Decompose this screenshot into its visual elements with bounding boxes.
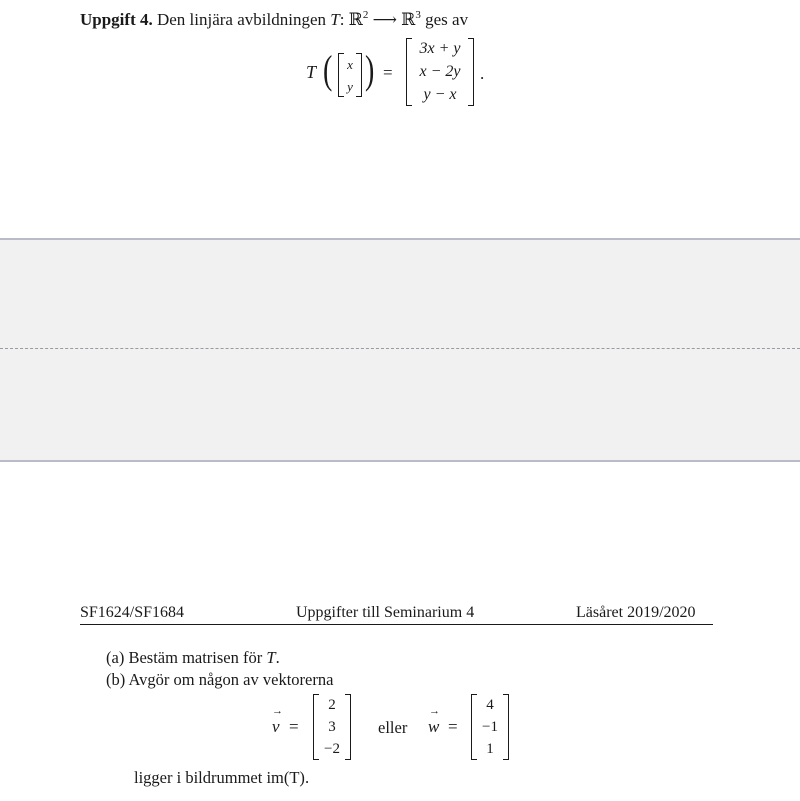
close-paren: ) [364,47,375,92]
v-equals: = [289,717,299,736]
map-symbol: T [330,10,340,29]
header-rule [80,624,713,625]
v-name: → v [272,705,283,736]
output-vector [406,38,474,106]
codomain-dim: 3 [415,9,421,21]
w-name: → w [428,705,440,736]
problem-statement: Uppgift 4. Den linjära avbildningen T: ℝ$^2$ ⟶ ℝ$^3$ ges av [80,9,469,30]
task-a-label: (a) [106,648,125,667]
open-paren: ( [322,47,333,92]
task-a [106,648,280,668]
v-component-1: 2 [328,696,336,713]
input-vector [338,53,362,97]
image-notation: im(T) [266,768,305,787]
w-component-1: 4 [486,696,494,713]
header-year: Läsåret 2019/2020 [576,604,696,621]
conclusion-period: . [304,768,310,787]
page-break-band [0,238,800,462]
equals-sign: = [383,63,393,82]
header-title: Uppgifter till Seminarium 4 [296,604,475,621]
task-b-label: (b) [106,670,126,689]
output-row-2: x − 2y [419,62,461,80]
task-a-text: Bestäm matrisen för [128,648,263,667]
input-y: y [347,78,353,94]
problem-label: Uppgift 4. [80,10,153,29]
w-component-3: 1 [486,740,494,757]
conclusion-text: ligger i bildrummet [134,768,263,787]
w-vector [471,694,509,760]
codomain-space: ℝ [401,10,416,30]
domain-dim: 2 [362,9,369,21]
task-b [106,670,333,690]
w-equals: = [448,717,458,736]
formula-period: . [480,64,485,83]
connector-word: eller [378,718,408,737]
header-course-code: SF1624/SF1684 [80,604,185,621]
v-component-2: 3 [328,718,336,735]
task-b-text: Avgör om någon av vektorerna [128,670,334,689]
domain-space: ℝ [348,10,363,30]
task-a-period: . [275,648,280,667]
w-component-2: −1 [482,718,498,735]
problem-suffix: ges av [425,10,469,29]
problem-intro: Den linjära avbildningen [156,10,326,29]
output-row-1: 3x + y [419,40,461,58]
input-x: x [347,56,353,72]
conclusion-line [134,768,309,788]
page-break-dashed-line [0,348,800,349]
arrow-symbol: ⟶ [372,10,397,29]
task-a-symbol: T [266,648,276,667]
output-row-3: y − x [423,85,457,103]
v-vector [313,694,351,760]
lhs-symbol: T [306,62,317,82]
v-component-3: −2 [324,740,340,757]
